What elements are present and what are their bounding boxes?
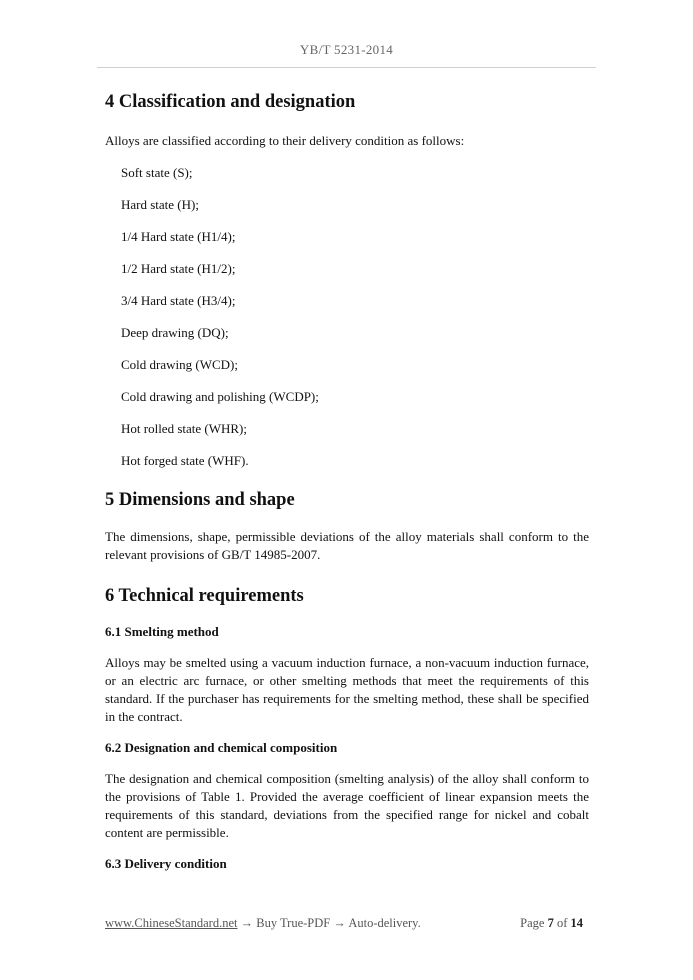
- section-4-heading: 4 Classification and designation: [105, 92, 356, 112]
- list-item: Hot rolled state (WHR);: [121, 421, 247, 436]
- current-page: 7: [547, 916, 554, 930]
- subsection-6-2-text: The designation and chemical composition (smelting analysis) of the alloy shall conform to the provisions of Table 1. Provided the average coefficient of linear expansion meets the requirements of this standard, deviations from the specified range for nickel and cobalt content are permissible.: [105, 771, 589, 840]
- subsection-6-1-text: Alloys may be smelted using a vacuum induction furnace, a non-vacuum induction furnace, or an electric arc furnace, or other smelting methods that meet the requirements of this standard. If the purchaser has requirements for the smelting method, these shall be specified in the contract.: [105, 655, 589, 724]
- subsection-6-2-heading: 6.2 Designation and chemical composition: [105, 740, 338, 755]
- list-item: 1/2 Hard state (H1/2);: [121, 261, 236, 276]
- page-content: [105, 86, 589, 874]
- list-item: 1/4 Hard state (H1/4);: [121, 229, 236, 244]
- header-divider: [97, 67, 596, 68]
- footer-promo: [105, 916, 421, 931]
- total-pages: 14: [570, 916, 583, 930]
- arrow-right-icon: →: [333, 916, 346, 930]
- arrow-right-icon: →: [240, 916, 254, 930]
- page-label: Page: [520, 916, 545, 930]
- list-item: Soft state (S);: [121, 165, 193, 180]
- page-footer: [105, 916, 589, 934]
- subsection-6-3-heading: 6.3 Delivery condition: [105, 856, 227, 871]
- page-number: [520, 916, 583, 931]
- buy-pdf-text: Buy True-PDF: [256, 916, 331, 930]
- list-item: Deep drawing (DQ);: [121, 325, 229, 340]
- section-6-heading: 6 Technical requirements: [105, 586, 304, 606]
- section-5-heading: 5 Dimensions and shape: [105, 490, 295, 510]
- list-item: Hot forged state (WHF).: [121, 453, 249, 468]
- list-item: 3/4 Hard state (H3/4);: [121, 293, 236, 308]
- auto-delivery-text: Auto-delivery.: [348, 916, 421, 930]
- list-item: Cold drawing (WCD);: [121, 357, 238, 372]
- site-link[interactable]: www.ChineseStandard.net: [105, 916, 238, 930]
- subsection-6-1-heading: 6.1 Smelting method: [105, 624, 219, 639]
- page-header: YB/T 5231-2014: [299, 42, 394, 57]
- section-5-text: The dimensions, shape, permissible deviations of the alloy materials shall conform to the relevant provisions of GB/T 14985-2007.: [105, 529, 589, 562]
- list-item: Hard state (H);: [121, 197, 199, 212]
- list-item: Cold drawing and polishing (WCDP);: [121, 389, 319, 404]
- section-4-intro: Alloys are classified according to their delivery condition as follows:: [105, 133, 465, 148]
- classification-list: [105, 164, 589, 470]
- of-label: of: [556, 916, 568, 930]
